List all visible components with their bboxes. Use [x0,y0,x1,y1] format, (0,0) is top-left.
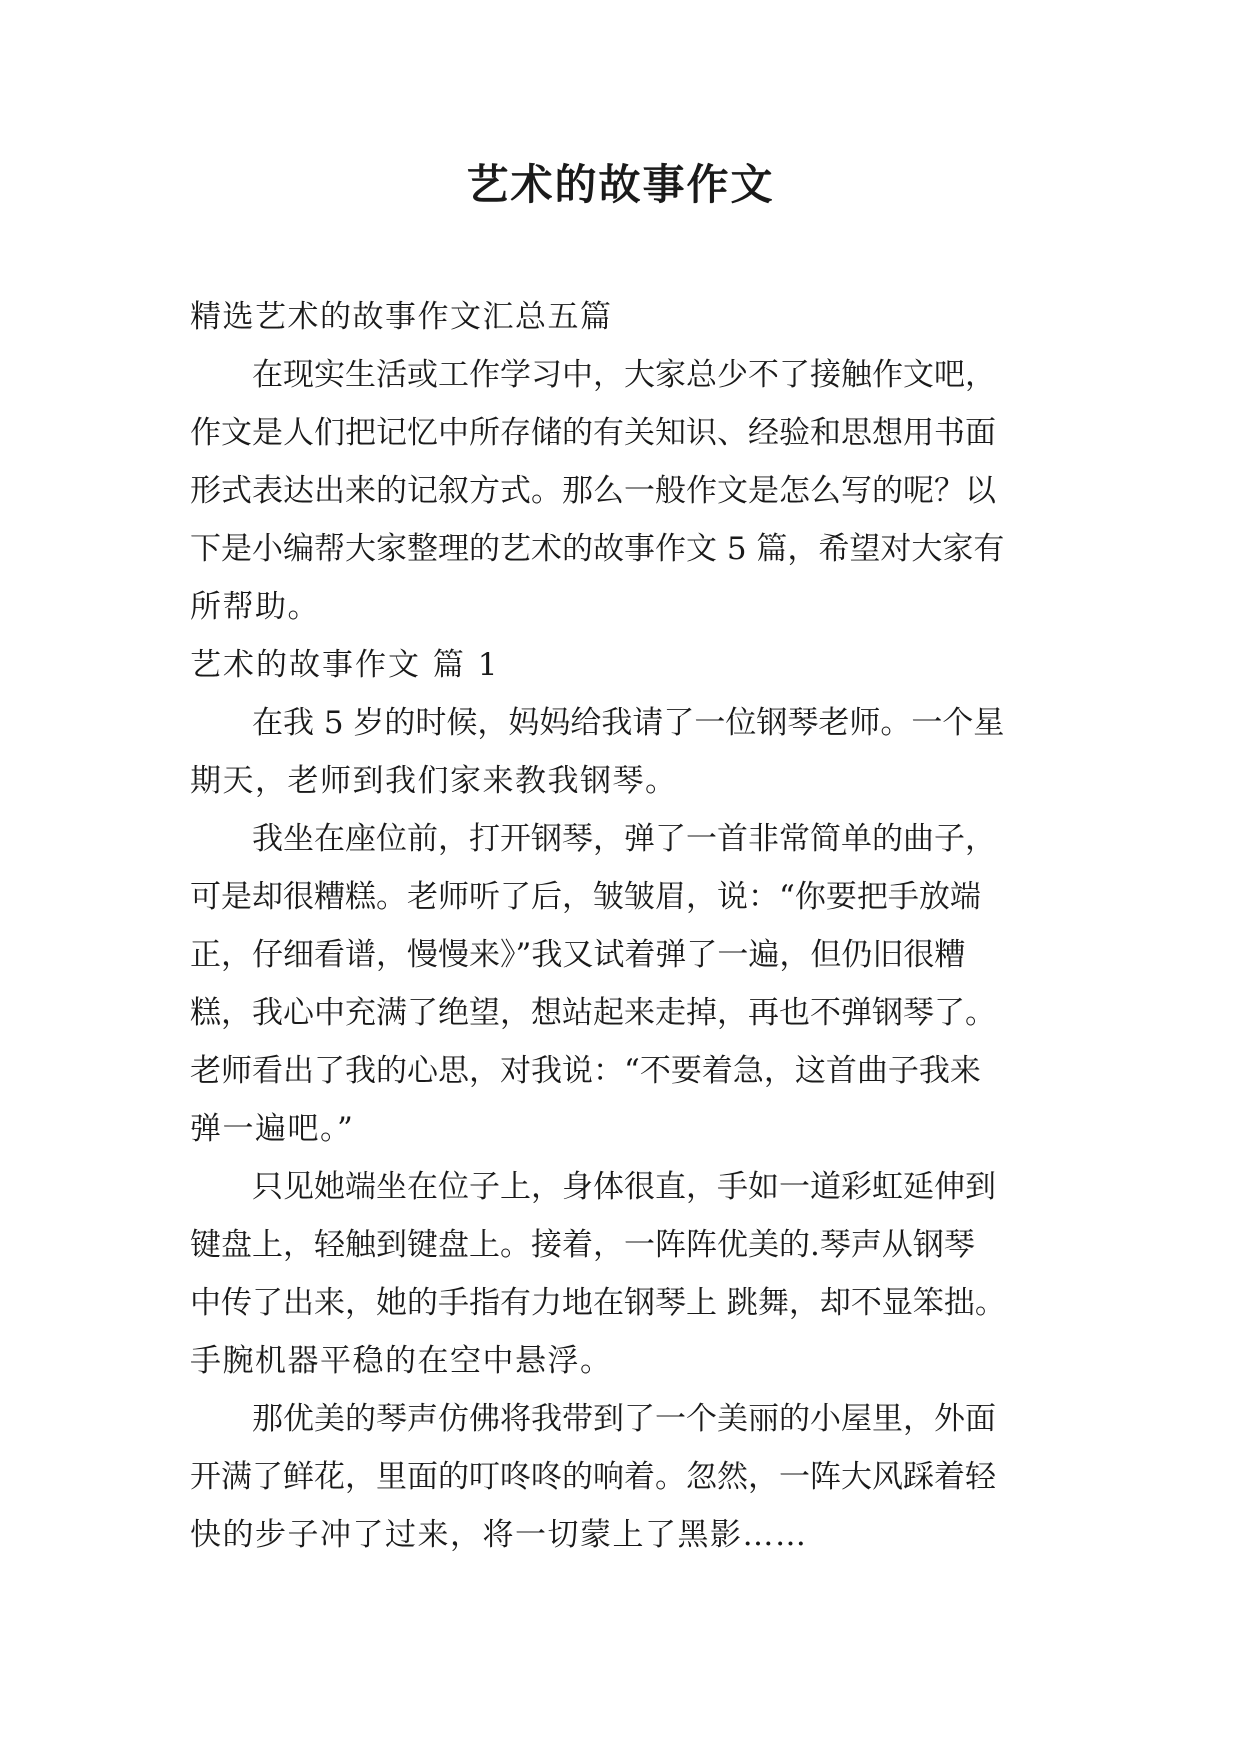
document-title: 艺术的故事作文 [466,160,775,209]
body-line: 那优美的琴声仿佛将我带到了一个美丽的小屋里，外面 [190,1401,996,1437]
body-line: 开满了鲜花，里面的叮咚咚的响着。忽然，一阵大风踩着轻 [190,1459,996,1495]
document-body [190,288,1052,1564]
body-line: 在我 5 岁的时候，妈妈给我请了一位钢琴老师。一个星 [190,705,1005,741]
body-line: 可是却很糟糕。老师听了后，皱皱眉，说：“你要把手放端 [190,879,981,915]
body-line: 下是小编帮大家整理的艺术的故事作文 5 篇，希望对大家有 [190,531,1005,567]
body-line: 所帮助。 [190,589,320,625]
body-line: 在现实生活或工作学习中，大家总少不了接触作文吧， [190,357,996,393]
body-line: 中传了出来，她的手指有力地在钢琴上 跳舞，却不显笨拙。 [190,1285,1006,1321]
body-line: 弹一遍吧。” [190,1111,355,1147]
body-line: 只见她端坐在位子上，身体很直，手如一道彩虹延伸到 [190,1169,996,1205]
body-line: 期天，老师到我们家来教我钢琴。 [190,763,678,799]
body-line: 键盘上，轻触到键盘上。接着，一阵阵优美的.琴声从钢琴 [190,1227,975,1263]
body-line: 老师看出了我的心思，对我说：“不要着急，这首曲子我来 [190,1053,981,1089]
section-heading: 艺术的故事作文 篇 1 [190,647,500,683]
body-line: 手腕机器平稳的在空中悬浮。 [190,1343,613,1379]
body-line: 快的步子冲了过来，将一切蒙上了黑影…… [190,1517,808,1553]
body-line: 我坐在座位前，打开钢琴，弹了一首非常简单的曲子， [190,821,996,857]
body-line: 作文是人们把记忆中所存储的有关知识、经验和思想用书面 [190,415,996,451]
body-line: 精选艺术的故事作文汇总五篇 [190,299,613,335]
body-line: 糕，我心中充满了绝望，想站起来走掉，再也不弹钢琴了。 [190,995,996,1031]
body-line: 形式表达出来的记叙方式。那么一般作文是怎么写的呢？以 [190,473,996,509]
body-line: 正，仔细看谱，慢慢来》”我又试着弹了一遍，但仍旧很糟 [190,937,966,973]
